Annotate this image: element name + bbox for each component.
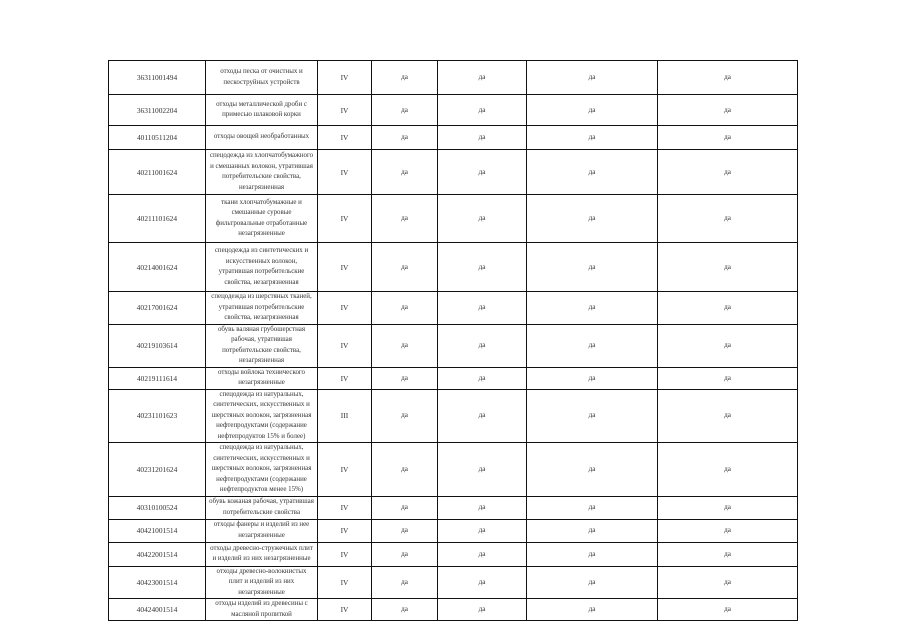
table-row bbox=[109, 496, 798, 519]
flag-cell: да bbox=[658, 150, 798, 195]
hazard-class-cell: IV bbox=[318, 496, 372, 519]
hazard-class-cell: IV bbox=[318, 195, 372, 243]
table-row bbox=[109, 324, 798, 367]
flag-cell: да bbox=[658, 195, 798, 243]
flag-cell: да bbox=[658, 61, 798, 95]
flag-cell: да bbox=[438, 195, 527, 243]
flag-cell: да bbox=[658, 389, 798, 443]
table-row bbox=[109, 195, 798, 243]
hazard-class-cell: IV bbox=[318, 542, 372, 566]
flag-cell: да bbox=[372, 126, 438, 150]
hazard-class-cell: IV bbox=[318, 443, 372, 497]
waste-description-cell: спецодежда из натуральных, синтетических, искусственных и шерстяных волокон, загрязненная нефтепродуктами (содержание нефтепродуктов менее 15%) bbox=[206, 443, 318, 497]
flag-cell: да bbox=[658, 292, 798, 325]
flag-cell: да bbox=[438, 599, 527, 621]
flag-cell: да bbox=[658, 599, 798, 621]
hazard-class-cell: IV bbox=[318, 292, 372, 325]
flag-cell: да bbox=[438, 367, 527, 389]
flag-cell: да bbox=[527, 496, 658, 519]
flag-cell: да bbox=[372, 292, 438, 325]
hazard-class-cell: IV bbox=[318, 566, 372, 599]
flag-cell: да bbox=[372, 324, 438, 367]
waste-code-cell: 40310100524 bbox=[109, 496, 206, 519]
hazard-class-cell: IV bbox=[318, 126, 372, 150]
waste-description-cell: отходы древесно-стружечных плит и изделий из них незагрязненные bbox=[206, 542, 318, 566]
table-row bbox=[109, 126, 798, 150]
flag-cell: да bbox=[527, 324, 658, 367]
waste-description-cell: отходы овощей необработанных bbox=[206, 126, 318, 150]
waste-code-cell: 40424001514 bbox=[109, 599, 206, 621]
flag-cell: да bbox=[527, 95, 658, 126]
flag-cell: да bbox=[658, 443, 798, 497]
hazard-class-cell: IV bbox=[318, 324, 372, 367]
flag-cell: да bbox=[527, 292, 658, 325]
table-row bbox=[109, 243, 798, 292]
flag-cell: да bbox=[658, 566, 798, 599]
flag-cell: да bbox=[372, 599, 438, 621]
flag-cell: да bbox=[372, 389, 438, 443]
waste-description-cell: ткани хлопчатобумажные и смешанные суровые фильтровальные отработанные незагрязненные bbox=[206, 195, 318, 243]
flag-cell: да bbox=[527, 519, 658, 542]
waste-code-cell: 40422001514 bbox=[109, 542, 206, 566]
flag-cell: да bbox=[438, 292, 527, 325]
flag-cell: да bbox=[438, 61, 527, 95]
flag-cell: да bbox=[438, 95, 527, 126]
hazard-class-cell: IV bbox=[318, 150, 372, 195]
flag-cell: да bbox=[372, 519, 438, 542]
flag-cell: да bbox=[372, 566, 438, 599]
flag-cell: да bbox=[372, 443, 438, 497]
waste-code-cell: 40110511204 bbox=[109, 126, 206, 150]
flag-cell: да bbox=[527, 61, 658, 95]
flag-cell: да bbox=[527, 599, 658, 621]
flag-cell: да bbox=[527, 195, 658, 243]
waste-description-cell: отходы древесно-волокнистых плит и изделий из них незагрязненные bbox=[206, 566, 318, 599]
flag-cell: да bbox=[438, 243, 527, 292]
flag-cell: да bbox=[438, 324, 527, 367]
waste-code-cell: 40231201624 bbox=[109, 443, 206, 497]
hazard-class-cell: IV bbox=[318, 367, 372, 389]
hazard-class-cell: IV bbox=[318, 61, 372, 95]
flag-cell: да bbox=[372, 195, 438, 243]
flag-cell: да bbox=[527, 367, 658, 389]
flag-cell: да bbox=[527, 389, 658, 443]
waste-description-cell: отходы песка от очистных и пескоструйных устройств bbox=[206, 61, 318, 95]
waste-description-cell: отходы фанеры и изделий из нее незагрязненные bbox=[206, 519, 318, 542]
flag-cell: да bbox=[658, 126, 798, 150]
waste-description-cell: спецодежда из натуральных, синтетических, искусственных и шерстяных волокон, загрязненная нефтепродуктами (содержание нефтепродуктов 15% и более) bbox=[206, 389, 318, 443]
flag-cell: да bbox=[438, 519, 527, 542]
waste-code-cell: 40214001624 bbox=[109, 243, 206, 292]
flag-cell: да bbox=[438, 443, 527, 497]
table-row bbox=[109, 599, 798, 621]
waste-description-cell: обувь валяная грубошерстная рабочая, утратившая потребительские свойства, незагрязненная bbox=[206, 324, 318, 367]
waste-code-cell: 40211101624 bbox=[109, 195, 206, 243]
flag-cell: да bbox=[438, 126, 527, 150]
waste-description-cell: обувь кожаная рабочая, утратившая потребительские свойства bbox=[206, 496, 318, 519]
waste-code-cell: 40421001514 bbox=[109, 519, 206, 542]
hazard-class-cell: IV bbox=[318, 243, 372, 292]
waste-classification-table bbox=[108, 60, 798, 621]
flag-cell: да bbox=[438, 566, 527, 599]
flag-cell: да bbox=[372, 150, 438, 195]
hazard-class-cell: IV bbox=[318, 95, 372, 126]
flag-cell: да bbox=[438, 542, 527, 566]
table-row bbox=[109, 95, 798, 126]
waste-code-cell: 40231101623 bbox=[109, 389, 206, 443]
flag-cell: да bbox=[527, 126, 658, 150]
hazard-class-cell: IV bbox=[318, 599, 372, 621]
flag-cell: да bbox=[438, 389, 527, 443]
flag-cell: да bbox=[438, 496, 527, 519]
flag-cell: да bbox=[527, 566, 658, 599]
flag-cell: да bbox=[372, 243, 438, 292]
waste-code-cell: 40423001514 bbox=[109, 566, 206, 599]
table-row bbox=[109, 389, 798, 443]
waste-code-cell: 40219103614 bbox=[109, 324, 206, 367]
waste-description-cell: спецодежда из синтетических и искусственных волокон, утратившая потребительские свойства, незагрязненная bbox=[206, 243, 318, 292]
table-row bbox=[109, 61, 798, 95]
waste-description-cell: отходы изделий из древесины с масляной пропиткой bbox=[206, 599, 318, 621]
flag-cell: да bbox=[658, 95, 798, 126]
waste-description-cell: спецодежда из шерстяных тканей, утратившая потребительские свойства, незагрязненная bbox=[206, 292, 318, 325]
waste-code-cell: 40211001624 bbox=[109, 150, 206, 195]
flag-cell: да bbox=[438, 150, 527, 195]
flag-cell: да bbox=[527, 542, 658, 566]
table-row bbox=[109, 542, 798, 566]
hazard-class-cell: IV bbox=[318, 519, 372, 542]
waste-code-cell: 40219111614 bbox=[109, 367, 206, 389]
table-row bbox=[109, 367, 798, 389]
table-row bbox=[109, 519, 798, 542]
hazard-class-cell: III bbox=[318, 389, 372, 443]
flag-cell: да bbox=[527, 150, 658, 195]
waste-code-cell: 36311001494 bbox=[109, 61, 206, 95]
flag-cell: да bbox=[658, 324, 798, 367]
table-row bbox=[109, 443, 798, 497]
waste-description-cell: отходы войлока технического незагрязненные bbox=[206, 367, 318, 389]
flag-cell: да bbox=[658, 542, 798, 566]
waste-description-cell: спецодежда из хлопчатобумажного и смешанных волокон, утратившая потребительские свойства, незагрязненная bbox=[206, 150, 318, 195]
table-row bbox=[109, 292, 798, 325]
flag-cell: да bbox=[372, 95, 438, 126]
table-row bbox=[109, 150, 798, 195]
flag-cell: да bbox=[658, 367, 798, 389]
waste-code-cell: 36311002204 bbox=[109, 95, 206, 126]
flag-cell: да bbox=[372, 61, 438, 95]
flag-cell: да bbox=[527, 443, 658, 497]
flag-cell: да bbox=[372, 542, 438, 566]
flag-cell: да bbox=[372, 367, 438, 389]
waste-code-cell: 40217001624 bbox=[109, 292, 206, 325]
flag-cell: да bbox=[372, 496, 438, 519]
table-row bbox=[109, 566, 798, 599]
waste-description-cell: отходы металлической дроби с примесью шлаковой корки bbox=[206, 95, 318, 126]
flag-cell: да bbox=[658, 519, 798, 542]
flag-cell: да bbox=[658, 496, 798, 519]
flag-cell: да bbox=[527, 243, 658, 292]
flag-cell: да bbox=[658, 243, 798, 292]
